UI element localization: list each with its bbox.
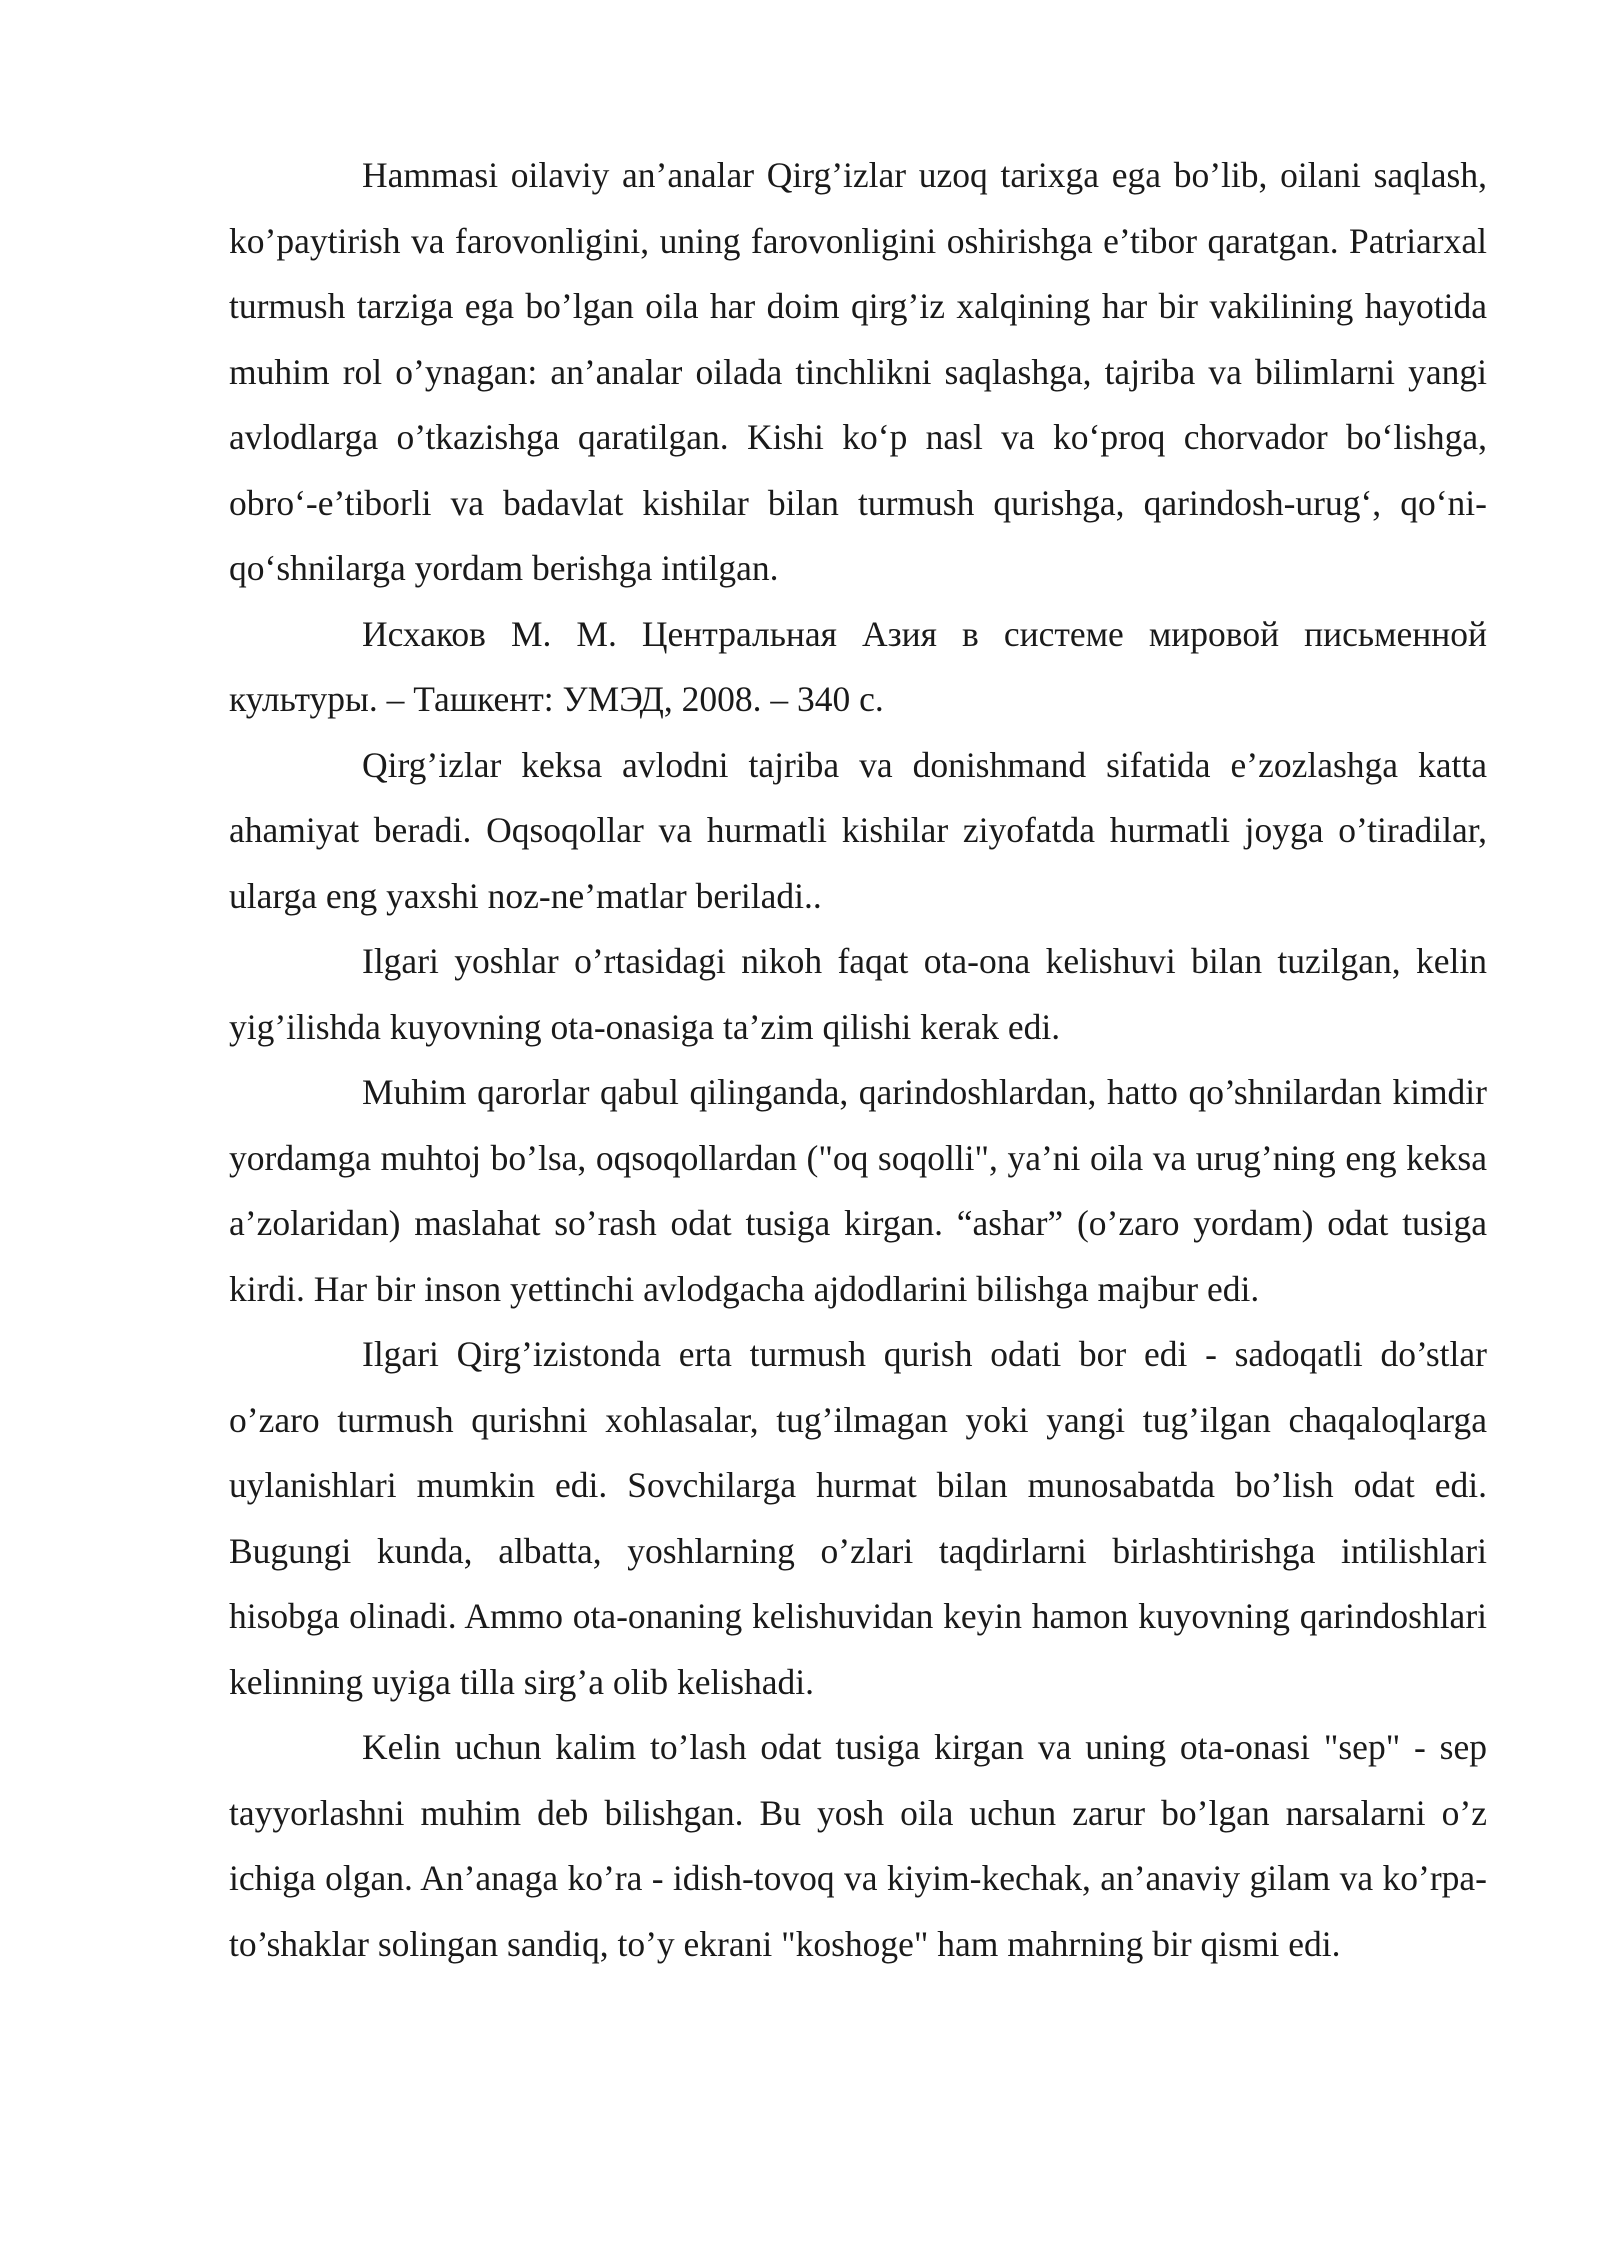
paragraph-reference-citation: Исхаков М. М. Центральная Азия в системе мировой письменной культуры. – Ташкент: УМЭД, 2008. – 340 с. — [229, 613, 1487, 719]
paragraph-marriage-agreement: Ilgari yoshlar o’rtasidagi nikoh faqat ota-ona kelishuvi bilan tuzilgan, kelin yig’ilishda kuyovning ota-onasiga ta’zim qilishi kerak edi. — [229, 941, 1487, 1047]
paragraph-kalym-dowry: Kelin uchun kalim to’lash odat tusiga kirgan va uning ota-onasi "sep" - sep tayyorlashni muhim deb bilishgan. Bu yosh oila uchun zarur bo’lgan narsalarni o’z ichiga olgan. An’anaga ko’ra - idish-tovoq va kiyim-kechak, an’anaviy gilam va ko’rpa-to’shaklar solingan sandiq, to’y ekrani "koshoge" ham mahrning bir qismi edi. — [229, 1727, 1487, 1964]
paragraph-family-traditions: Hammasi oilaviy an’analar Qirg’izlar uzoq tarixga ega bo’lib, oilani saqlash, ko’paytirish va farovonligini, uning farovonligini oshirishga e’tibor qaratgan. Patriarxal turmush tarziga ega bo’lgan oila har doim qirg’iz xalqining har bir vakilining hayotida muhim rol o’ynagan: an’analar oilada tinchlikni saqlashga, tajriba va bilimlarni yangi avlodlarga o’tkazishga qaratilgan. Kishi ko‘p nasl va ko‘proq chorvador bo‘lishga, obro‘-e’tiborli va badavlat kishilar bilan turmush qurishga, qarindosh-urug‘, qo‘ni-qo‘shnilarga yordam berishga intilgan. — [229, 155, 1487, 588]
paragraph-elders-advice: Muhim qarorlar qabul qilinganda, qarindoshlardan, hatto qo’shnilardan kimdir yordamga muhtoj bo’lsa, oqsoqollardan ("oq soqolli", ya’ni oila va urug’ning eng keksa a’zolaridan) maslahat so’rash odat tusiga kirgan. “ashar” (o’zaro yordam) odat tusiga kirdi. Har bir inson yettinchi avlodgacha ajdodlarini bilishga majbur edi. — [229, 1072, 1487, 1309]
paragraph-elders-respect: Qirg’izlar keksa avlodni tajriba va donishmand sifatida e’zozlashga katta ahamiyat beradi. Oqsoqollar va hurmatli kishilar ziyofatda hurmatli joyga o’tiradilar, ularga eng yaxshi noz-ne’matlar beriladi.. — [229, 744, 1487, 916]
paragraph-early-marriage: Ilgari Qirg’izistonda erta turmush qurish odati bor edi - sadoqatli do’stlar o’zaro turmush qurishni xohlasalar, tug’ilmagan yoki yangi tug’ilgan chaqaloqlarga uylanishlari mumkin edi. Sovchilarga hurmat bilan munosabatda bo’lish odat edi. Bugungi kunda, albatta, yoshlarning o’zlari taqdirlarni birlashtirishga intilishlari hisobga olinadi. Ammo ota-onaning kelishuvidan keyin hamon kuyovning qarindoshlari kelinning uyiga tilla sirg’a olib kelishadi. — [229, 1334, 1487, 1702]
document-body — [229, 143, 1487, 1977]
